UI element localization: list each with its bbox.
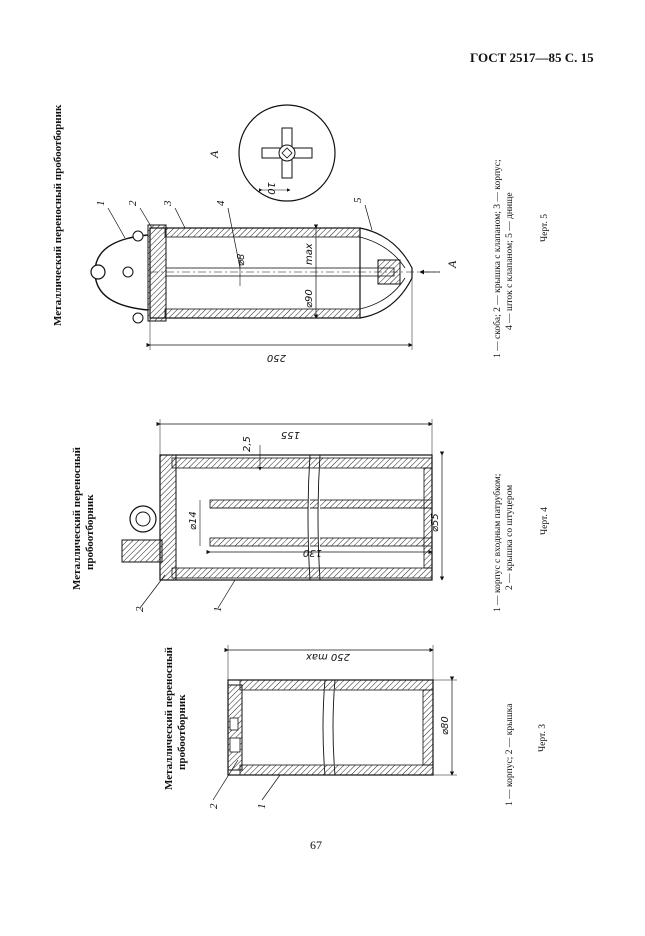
fig5-title: Металлический переносный пробоотборник — [52, 104, 64, 326]
fig5-label-4: 4 — [215, 200, 227, 206]
figure-4 — [71, 419, 550, 612]
fig5-legend-line1: 1 — скоба; 2 — крышка с клапаном; 3 — корпус; — [493, 159, 503, 358]
fig5-arrow-a: А — [445, 260, 459, 268]
figure-5 — [52, 104, 550, 363]
fig5-dim-90: ⌀90 — [304, 289, 315, 308]
fig5-dim-8: ⌀8 — [236, 253, 247, 266]
fig5-dim-250: 250 — [266, 352, 286, 363]
fig5-caption: Черт. 5 — [540, 214, 550, 242]
fig5-label-3: 3 — [162, 200, 174, 206]
fig3-dim-diam: ⌀80 — [440, 716, 451, 735]
fig5-body-outline — [150, 228, 360, 318]
fig4-label-1: 1 — [212, 606, 224, 612]
fig3-label-1: 1 — [256, 803, 268, 809]
fig3-legend: 1 — корпус; 2 — крышка — [505, 703, 515, 806]
fig5-dim-max: max — [304, 243, 315, 265]
fig4-dim-14: ⌀14 — [188, 511, 199, 530]
fig4-legend-line1: 1 — корпус с входным патрубком; — [493, 473, 503, 612]
fig4-legend-line2: 2 — крышка со штуцером — [505, 484, 515, 590]
fig4-caption: Черт. 4 — [540, 507, 550, 535]
fig3-caption: Черт. 3 — [538, 724, 548, 752]
fig4-dim-55: ⌀55 — [430, 513, 441, 532]
page-number: 67 — [310, 838, 322, 852]
fig3-dim-length: 250 max — [305, 651, 350, 662]
fig3-label-2: 2 — [208, 803, 220, 809]
figure-3 — [163, 645, 548, 809]
fig5-dim-10: 10 — [265, 182, 276, 195]
fig4-label-2: 2 — [134, 606, 146, 612]
fig5-legend-line2: 4 — шток с клапаном; 5 — днище — [505, 192, 515, 330]
fig4-title-line2: пробоотборник — [84, 494, 96, 570]
fig5-label-2: 2 — [127, 200, 139, 206]
fig5-view-a-label: А — [207, 150, 221, 158]
fig4-nozzle — [122, 540, 162, 562]
fig3-title-line2: пробоотборник — [176, 694, 188, 770]
fig3-wall-bottom — [240, 765, 433, 775]
fig5-lid — [148, 225, 166, 321]
fig4-dim-25: 2,5 — [242, 436, 253, 452]
fig5-label-1: 1 — [95, 200, 107, 206]
fig4-dim-130: 130 — [302, 547, 322, 558]
fig5-view-a — [207, 105, 335, 201]
fig3-title-line1: Металлический переносный — [163, 646, 175, 790]
fig3-bottom-wall — [423, 690, 433, 765]
fig5-label-5: 5 — [352, 197, 364, 203]
fig4-dim-155: 155 — [280, 429, 300, 440]
fig3-wall-top — [240, 680, 433, 690]
fig3-body-outline — [228, 680, 433, 775]
fig4-body-outline — [160, 455, 432, 580]
fig4-title-line1: Металлический переносный — [71, 446, 83, 590]
page-header: ГОСТ 2517—85 С. 15 — [470, 50, 594, 65]
